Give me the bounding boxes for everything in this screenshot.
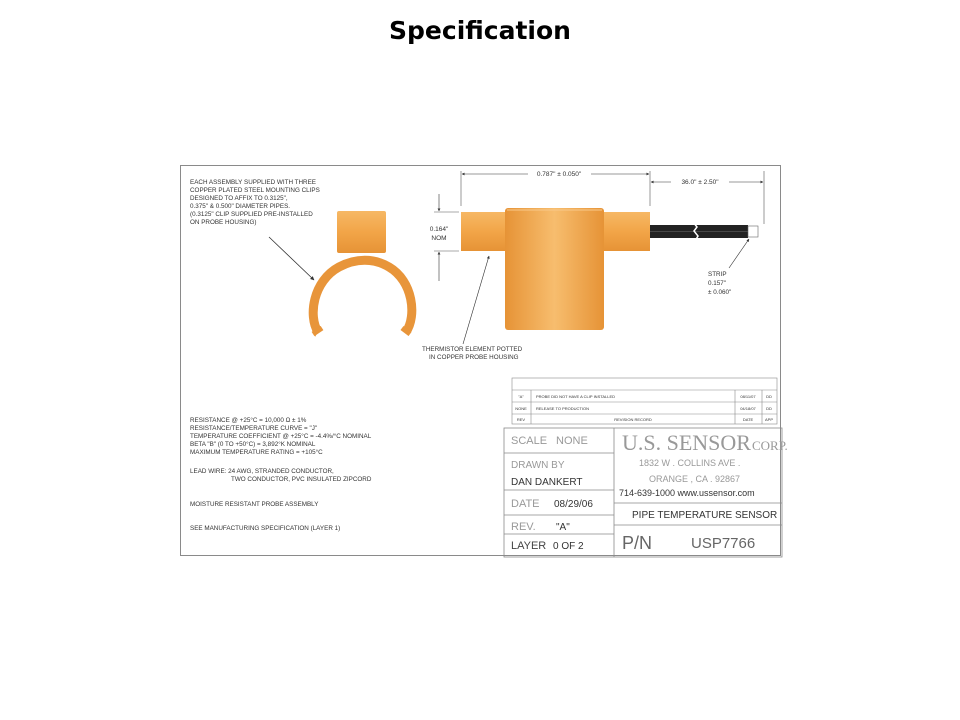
svg-text:(0.3125" CLIP SUPPLIED PRE-INS: (0.3125" CLIP SUPPLIED PRE-INSTALLED: [190, 211, 313, 218]
svg-text:0.157": 0.157": [708, 280, 726, 287]
svg-text:EACH ASSEMBLY SUPPLIED WITH TH: EACH ASSEMBLY SUPPLIED WITH THREE: [190, 179, 316, 186]
svg-text:DATE: DATE: [742, 417, 754, 422]
svg-text:DD: DD: [766, 406, 772, 411]
svg-text:DD: DD: [766, 394, 772, 399]
svg-text:0.787" ± 0.050": 0.787" ± 0.050": [536, 171, 582, 178]
svg-text:PIPE TEMPERATURE SENSOR: PIPE TEMPERATURE SENSOR: [632, 510, 778, 521]
svg-text:REVISION RECORD: REVISION RECORD: [614, 417, 652, 422]
svg-text:THERMISTOR ELEMENT POTTED: THERMISTOR ELEMENT POTTED: [422, 346, 523, 353]
svg-text:1832 W . COLLINS AVE .: 1832 W . COLLINS AVE .: [639, 458, 741, 468]
svg-text:0.164": 0.164": [429, 226, 449, 233]
svg-text:ON PROBE HOUSING): ON PROBE HOUSING): [190, 219, 257, 226]
dimension-lead: [651, 171, 764, 224]
svg-text:P/N: P/N: [622, 533, 653, 553]
svg-text:04/18/07: 04/18/07: [740, 406, 756, 411]
mounting-clip: [313, 211, 412, 337]
svg-text:0 OF 2: 0 OF 2: [553, 541, 584, 552]
svg-text:± 0.060": ± 0.060": [708, 289, 732, 296]
svg-text:REV: REV: [516, 417, 526, 422]
clip-callout: [190, 179, 320, 226]
svg-text:COPPER PLATED STEEL MOUNTING C: COPPER PLATED STEEL MOUNTING CLIPS: [190, 187, 320, 194]
svg-text:SCALE: SCALE: [511, 435, 548, 447]
svg-text:ORANGE , CA . 92867: ORANGE , CA . 92867: [649, 474, 741, 484]
engineering-drawing: [180, 165, 788, 556]
specifications-notes: [190, 416, 372, 532]
svg-text:BETA "B" (0 TO +50°C) = 3,892°: BETA "B" (0 TO +50°C) = 3,892°K NOMINAL: [190, 441, 316, 448]
svg-text:STRIP: STRIP: [708, 271, 727, 278]
dimension-diameter: [430, 194, 459, 281]
lead-wire: [650, 222, 758, 241]
svg-text:08/29/06: 08/29/06: [554, 499, 593, 510]
svg-text:APP: APP: [764, 417, 774, 422]
svg-text:U.S. SENSOR: U.S. SENSOR: [622, 430, 751, 455]
svg-text:"A": "A": [518, 394, 524, 399]
svg-text:NOM: NOM: [431, 235, 447, 242]
svg-text:DRAWN BY: DRAWN BY: [511, 460, 565, 471]
svg-text:DESIGNED TO AFFIX TO 0.3125",: DESIGNED TO AFFIX TO 0.3125",: [190, 195, 288, 202]
svg-text:MOISTURE RESISTANT PROBE ASSEM: MOISTURE RESISTANT PROBE ASSEMBLY: [190, 501, 319, 508]
svg-text:714-639-1000 www.ussensor.com: 714-639-1000 www.ussensor.com: [619, 488, 755, 498]
svg-text:08/11/07: 08/11/07: [740, 394, 756, 399]
svg-text:NONE: NONE: [515, 406, 527, 411]
strip-callout: [708, 239, 749, 296]
svg-text:PROBE DID NOT HAVE A CLIP INST: PROBE DID NOT HAVE A CLIP INSTALLED: [536, 394, 616, 399]
svg-text:DATE: DATE: [511, 498, 540, 510]
svg-text:MAXIMUM TEMPERATURE RATING = +: MAXIMUM TEMPERATURE RATING = +105°C: [190, 449, 323, 456]
svg-text:RELEASE TO PRODUCTION: RELEASE TO PRODUCTION: [536, 406, 589, 411]
svg-text:36.0" ± 2.50": 36.0" ± 2.50": [681, 179, 719, 186]
svg-text:0.375" & 0.500" DIAMETER PIPES: 0.375" & 0.500" DIAMETER PIPES.: [190, 203, 291, 210]
svg-text:"A": "A": [556, 522, 570, 533]
svg-text:SEE MANUFACTURING SPECIFICATIO: SEE MANUFACTURING SPECIFICATION (LAYER 1): [190, 525, 341, 532]
probe-housing: [461, 208, 650, 330]
svg-text:TWO CONDUCTOR, PVC INSULATED Z: TWO CONDUCTOR, PVC INSULATED ZIPCORD: [231, 476, 372, 483]
slide-title: Specification: [389, 16, 571, 45]
svg-text:RESISTANCE @ +25°C = 10,000 Ω: RESISTANCE @ +25°C = 10,000 Ω ± 1%: [190, 417, 307, 424]
svg-text:DAN DANKERT: DAN DANKERT: [511, 477, 583, 488]
svg-text:REV.: REV.: [511, 521, 536, 533]
svg-text:LEAD WIRE: 24 AWG, STRANDED CO: LEAD WIRE: 24 AWG, STRANDED CONDUCTOR,: [190, 468, 334, 475]
svg-text:CORP.: CORP.: [752, 438, 788, 453]
svg-text:NONE: NONE: [556, 435, 588, 447]
svg-text:IN COPPER PROBE HOUSING: IN COPPER PROBE HOUSING: [429, 354, 519, 361]
svg-text:TEMPERATURE COEFFICIENT @ +25°: TEMPERATURE COEFFICIENT @ +25°C = -4.4%/°C NOMINAL: [190, 433, 372, 440]
dimension-length: [461, 171, 650, 206]
svg-text:USP7766: USP7766: [691, 535, 756, 552]
svg-text:RESISTANCE/TEMPERATURE CURVE =: RESISTANCE/TEMPERATURE CURVE = "J": [190, 425, 318, 432]
svg-text:LAYER: LAYER: [511, 540, 547, 552]
